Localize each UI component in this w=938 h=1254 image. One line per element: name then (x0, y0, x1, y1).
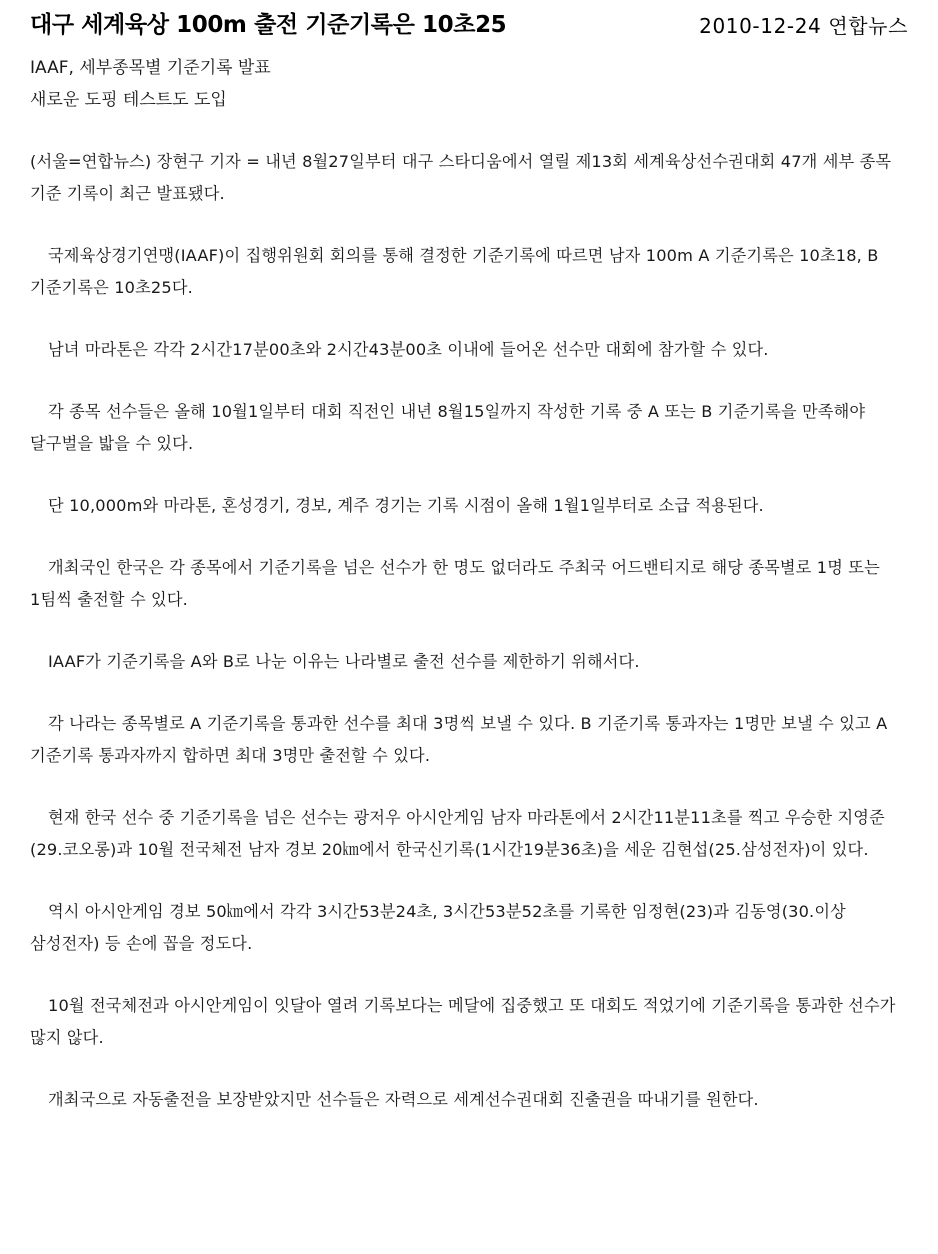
paragraph: 10월 전국체전과 아시안게임이 잇달아 열려 기록보다는 메달에 집중했고 또 대회도 적었기에 기준기록을 통과한 선수가 많지 않다. (30, 996, 896, 1047)
paragraph: 역시 아시안게임 경보 50㎞에서 각각 3시간53분24초, 3시간53분52초를 기록한 임정현(23)과 김동영(30.이상 삼성전자) 등 손에 꼽을 정도다. (30, 902, 846, 953)
paragraph: 단 10,000m와 마라톤, 혼성경기, 경보, 계주 경기는 기록 시점이 올해 1월1일부터로 소급 적용된다. (48, 496, 764, 515)
paragraph: 개최국으로 자동출전을 보장받았지만 선수들은 자력으로 세계선수권대회 진출권을 따내기를 원한다. (48, 1090, 759, 1109)
paragraph: IAAF가 기준기록을 A와 B로 나눈 이유는 나라별로 출전 선수를 제한하기 위해서다. (48, 652, 640, 671)
headline: 대구 세계육상 100m 출전 기준기록은 10초25 (30, 12, 507, 38)
article-body (30, 146, 908, 1116)
paragraph: 현재 한국 선수 중 기준기록을 넘은 선수는 광저우 아시안게임 남자 마라톤에서 2시간11분11초를 찍고 우승한 지영준(29.코오롱)과 10월 전국체전 남자 경보 20㎞에서 한국신기록(1시간19분36초)을 세운 김현섭(25.삼성전자)이 있다. (30, 808, 885, 859)
dateline: 2010-12-24 연합뉴스 (699, 14, 908, 38)
paragraph: 각 종목 선수들은 올해 10월1일부터 대회 직전인 내년 8월15일까지 작성한 기록 중 A 또는 B 기준기록을 만족해야 달구벌을 밟을 수 있다. (30, 402, 866, 453)
paragraph: 각 나라는 종목별로 A 기준기록을 통과한 선수를 최대 3명씩 보낼 수 있다. B 기준기록 통과자는 1명만 보낼 수 있고 A 기준기록 통과자까지 합하면 최대 3명만 출전할 수 있다. (30, 714, 888, 765)
subhead-2: 새로운 도핑 테스트도 도입 (30, 90, 227, 110)
article-header (30, 0, 908, 46)
paragraph: 남녀 마라톤은 각각 2시간17분00초와 2시간43분00초 이내에 들어온 선수만 대회에 참가할 수 있다. (48, 340, 769, 359)
paragraph: 국제육상경기연맹(IAAF)이 집행위원회 회의를 통해 결정한 기준기록에 따르면 남자 100m A 기준기록은 10초18, B 기준기록은 10초25다. (30, 246, 879, 297)
subhead-1: IAAF, 세부종목별 기준기록 발표 (30, 58, 271, 78)
paragraph-lead: (서울=연합뉴스) 장현구 기자 = 내년 8월27일부터 대구 스타디움에서 열릴 제13회 세계육상선수권대회 47개 세부 종목 기준 기록이 최근 발표됐다. (30, 152, 892, 203)
subheads (30, 52, 908, 116)
paragraph: 개최국인 한국은 각 종목에서 기준기록을 넘은 선수가 한 명도 없더라도 주최국 어드밴티지로 해당 종목별로 1명 또는 1팀씩 출전할 수 있다. (30, 558, 880, 609)
